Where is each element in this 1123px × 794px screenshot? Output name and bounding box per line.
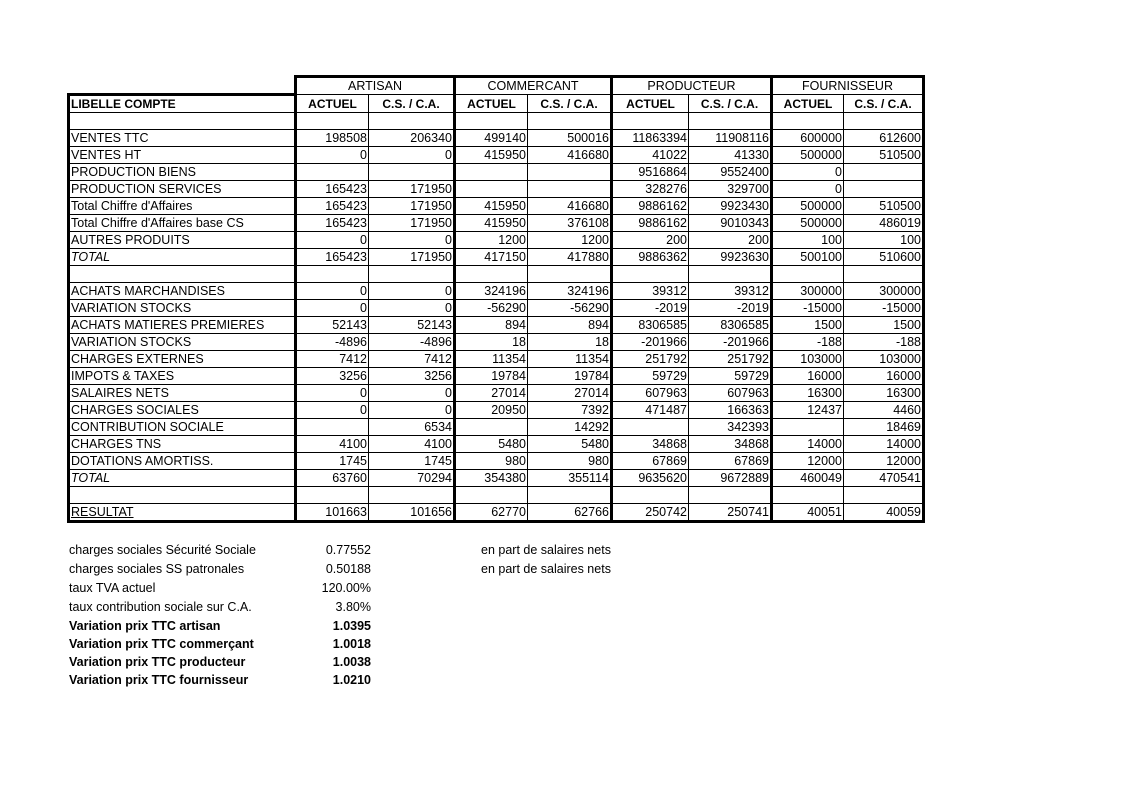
value-cell: 4100 — [369, 436, 455, 453]
value-cell: 171950 — [369, 198, 455, 215]
table-row — [69, 215, 924, 232]
value-cell: 0 — [296, 283, 369, 300]
value-cell: 250742 — [612, 504, 689, 522]
value-cell: 12000 — [844, 453, 924, 470]
value-cell: 103000 — [772, 351, 844, 368]
table-row — [69, 300, 924, 317]
spacer-cell — [371, 653, 479, 671]
value-cell: 9886162 — [612, 198, 689, 215]
value-cell: 1500 — [772, 317, 844, 334]
value-cell: 1500 — [844, 317, 924, 334]
value-cell: 3256 — [369, 368, 455, 385]
table-row — [69, 334, 924, 351]
value-cell: 11908116 — [689, 130, 772, 147]
spacer-cell — [371, 635, 479, 653]
blank-cell — [69, 77, 296, 95]
column-header: ACTUEL — [612, 95, 689, 113]
note-comment — [479, 617, 611, 635]
group-header: PRODUCTEUR — [612, 77, 772, 95]
value-cell: 198508 — [296, 130, 369, 147]
row-label — [69, 113, 296, 130]
note-row — [67, 560, 611, 579]
table-row — [69, 487, 924, 504]
value-cell: 0 — [369, 283, 455, 300]
value-cell: 499140 — [455, 130, 528, 147]
note-value: 1.0210 — [332, 673, 371, 687]
note-label: Variation prix TTC commerçant — [69, 637, 254, 651]
value-cell: 9672889 — [689, 470, 772, 487]
value-cell: 14000 — [844, 436, 924, 453]
value-cell: 206340 — [369, 130, 455, 147]
note-row — [67, 598, 611, 617]
column-header: C.S. / C.A. — [369, 95, 455, 113]
value-cell: 100 — [844, 232, 924, 249]
value-cell: 165423 — [296, 198, 369, 215]
value-cell: 376108 — [528, 215, 612, 232]
row-label: VENTES TTC — [69, 130, 296, 147]
value-cell: 67869 — [689, 453, 772, 470]
value-cell — [772, 266, 844, 283]
table-row — [69, 470, 924, 487]
value-cell: 3256 — [296, 368, 369, 385]
table-row — [69, 130, 924, 147]
note-row — [67, 541, 611, 560]
value-cell: 500000 — [772, 215, 844, 232]
table-row — [69, 232, 924, 249]
value-cell: 39312 — [689, 283, 772, 300]
value-cell: -56290 — [455, 300, 528, 317]
value-cell: 171950 — [369, 181, 455, 198]
value-cell: 0 — [369, 385, 455, 402]
row-label: CHARGES EXTERNES — [69, 351, 296, 368]
value-cell: 612600 — [844, 130, 924, 147]
value-cell: 9886362 — [612, 249, 689, 266]
table-row — [69, 283, 924, 300]
note-label: charges sociales SS patronales — [69, 562, 245, 576]
value-cell: 0 — [369, 232, 455, 249]
group-header: COMMERCANT — [455, 77, 612, 95]
value-cell: 607963 — [689, 385, 772, 402]
spacer-cell — [371, 560, 479, 579]
note-value: 0.50188 — [325, 562, 371, 576]
value-cell: 20950 — [455, 402, 528, 419]
table-row — [69, 266, 924, 283]
value-cell: -2019 — [689, 300, 772, 317]
value-cell: 324196 — [455, 283, 528, 300]
table-row — [69, 181, 924, 198]
value-cell — [369, 164, 455, 181]
value-cell: 329700 — [689, 181, 772, 198]
value-cell: 59729 — [612, 368, 689, 385]
result-row — [69, 504, 924, 522]
column-header: C.S. / C.A. — [528, 95, 612, 113]
value-cell: 251792 — [689, 351, 772, 368]
value-cell: 100 — [772, 232, 844, 249]
value-cell: 165423 — [296, 181, 369, 198]
value-cell: 19784 — [528, 368, 612, 385]
value-cell: 250741 — [689, 504, 772, 522]
value-cell — [296, 487, 369, 504]
value-cell: -15000 — [772, 300, 844, 317]
value-cell: 460049 — [772, 470, 844, 487]
value-cell: 9552400 — [689, 164, 772, 181]
row-label: TOTAL — [69, 470, 296, 487]
value-cell: 417150 — [455, 249, 528, 266]
value-cell: 11354 — [528, 351, 612, 368]
note-label: Variation prix TTC fournisseur — [69, 673, 249, 687]
table-row — [69, 249, 924, 266]
value-cell — [369, 113, 455, 130]
value-cell: 415950 — [455, 198, 528, 215]
value-cell: 62766 — [528, 504, 612, 522]
note-value: 3.80% — [335, 600, 371, 614]
value-cell: 165423 — [296, 249, 369, 266]
value-cell — [612, 487, 689, 504]
value-cell: -4896 — [296, 334, 369, 351]
value-cell — [296, 419, 369, 436]
value-cell: 14292 — [528, 419, 612, 436]
row-label: PRODUCTION SERVICES — [69, 181, 296, 198]
value-cell: 39312 — [612, 283, 689, 300]
value-cell: 11354 — [455, 351, 528, 368]
value-cell — [369, 487, 455, 504]
value-cell: 59729 — [689, 368, 772, 385]
value-cell: -188 — [772, 334, 844, 351]
value-cell: 11863394 — [612, 130, 689, 147]
value-cell: 607963 — [612, 385, 689, 402]
value-cell: 251792 — [612, 351, 689, 368]
value-cell — [528, 113, 612, 130]
note-row — [67, 617, 611, 635]
value-cell — [296, 266, 369, 283]
value-cell: 342393 — [689, 419, 772, 436]
value-cell: 101663 — [296, 504, 369, 522]
value-cell: 500000 — [772, 147, 844, 164]
value-cell: 0 — [296, 147, 369, 164]
table-row — [69, 385, 924, 402]
value-cell: 34868 — [612, 436, 689, 453]
group-header: ARTISAN — [296, 77, 455, 95]
value-cell: 27014 — [455, 385, 528, 402]
value-cell — [844, 113, 924, 130]
value-cell: 300000 — [844, 283, 924, 300]
table-row — [69, 164, 924, 181]
group-header-row — [69, 77, 924, 95]
value-cell: 1745 — [369, 453, 455, 470]
row-label: CONTRIBUTION SOCIALE — [69, 419, 296, 436]
table-row — [69, 402, 924, 419]
row-label: VARIATION STOCKS — [69, 300, 296, 317]
value-cell: 18469 — [844, 419, 924, 436]
table-row — [69, 147, 924, 164]
spacer-cell — [371, 541, 479, 560]
value-cell — [612, 419, 689, 436]
row-label: CHARGES SOCIALES — [69, 402, 296, 419]
value-cell: 470541 — [844, 470, 924, 487]
value-cell: 6534 — [369, 419, 455, 436]
value-cell: 486019 — [844, 215, 924, 232]
value-cell: 12437 — [772, 402, 844, 419]
row-label: SALAIRES NETS — [69, 385, 296, 402]
value-cell: 9923430 — [689, 198, 772, 215]
value-cell: 4100 — [296, 436, 369, 453]
value-cell: 200 — [689, 232, 772, 249]
row-label: VENTES HT — [69, 147, 296, 164]
value-cell: 8306585 — [612, 317, 689, 334]
column-header: ACTUEL — [772, 95, 844, 113]
value-cell — [528, 181, 612, 198]
value-cell — [844, 164, 924, 181]
value-cell — [528, 266, 612, 283]
spacer-cell — [371, 598, 479, 617]
value-cell: 8306585 — [689, 317, 772, 334]
value-cell: 41022 — [612, 147, 689, 164]
value-cell: 9010343 — [689, 215, 772, 232]
value-cell: 328276 — [612, 181, 689, 198]
value-cell: 9635620 — [612, 470, 689, 487]
value-cell: 354380 — [455, 470, 528, 487]
note-label: Variation prix TTC producteur — [69, 655, 246, 669]
value-cell: -56290 — [528, 300, 612, 317]
row-label: DOTATIONS AMORTISS. — [69, 453, 296, 470]
value-cell: 62770 — [455, 504, 528, 522]
value-cell: 101656 — [369, 504, 455, 522]
value-cell: 416680 — [528, 198, 612, 215]
value-cell: -15000 — [844, 300, 924, 317]
value-cell: 7392 — [528, 402, 612, 419]
value-cell: 67869 — [612, 453, 689, 470]
value-cell — [772, 487, 844, 504]
row-label: AUTRES PRODUITS — [69, 232, 296, 249]
row-label: CHARGES TNS — [69, 436, 296, 453]
row-label: TOTAL — [69, 249, 296, 266]
value-cell: 0 — [369, 300, 455, 317]
table-row — [69, 368, 924, 385]
value-cell: 9516864 — [612, 164, 689, 181]
value-cell: 171950 — [369, 249, 455, 266]
table-row — [69, 317, 924, 334]
value-cell — [844, 487, 924, 504]
value-cell: 200 — [612, 232, 689, 249]
value-cell: 16000 — [844, 368, 924, 385]
libelle-header: LIBELLE COMPTE — [69, 95, 296, 113]
table-row — [69, 419, 924, 436]
value-cell: 165423 — [296, 215, 369, 232]
note-comment — [479, 635, 611, 653]
note-comment: en part de salaires nets — [481, 562, 611, 576]
table-row — [69, 113, 924, 130]
value-cell: 5480 — [455, 436, 528, 453]
value-cell: 510500 — [844, 198, 924, 215]
accounts-table — [67, 75, 925, 523]
value-cell: 16300 — [844, 385, 924, 402]
value-cell: 16000 — [772, 368, 844, 385]
value-cell — [528, 487, 612, 504]
group-header: FOURNISSEUR — [772, 77, 924, 95]
value-cell: 5480 — [528, 436, 612, 453]
row-label — [69, 487, 296, 504]
value-cell: 0 — [296, 385, 369, 402]
value-cell: 0 — [296, 232, 369, 249]
value-cell: 14000 — [772, 436, 844, 453]
row-label: PRODUCTION BIENS — [69, 164, 296, 181]
value-cell: -201966 — [612, 334, 689, 351]
value-cell: 52143 — [369, 317, 455, 334]
value-cell: 1200 — [528, 232, 612, 249]
value-cell: 417880 — [528, 249, 612, 266]
value-cell: 600000 — [772, 130, 844, 147]
row-label: ACHATS MATIERES PREMIERES — [69, 317, 296, 334]
value-cell: -201966 — [689, 334, 772, 351]
value-cell: 980 — [528, 453, 612, 470]
value-cell — [296, 164, 369, 181]
note-label: Variation prix TTC artisan — [69, 619, 221, 633]
row-label: ACHATS MARCHANDISES — [69, 283, 296, 300]
note-row — [67, 635, 611, 653]
spacer-cell — [371, 579, 479, 598]
value-cell: 0 — [369, 147, 455, 164]
value-cell: 0 — [772, 181, 844, 198]
value-cell — [455, 181, 528, 198]
note-comment — [479, 671, 611, 689]
row-label: IMPOTS & TAXES — [69, 368, 296, 385]
value-cell: -188 — [844, 334, 924, 351]
table-row — [69, 351, 924, 368]
note-comment — [479, 653, 611, 671]
value-cell: 0 — [772, 164, 844, 181]
column-header: ACTUEL — [296, 95, 369, 113]
note-row — [67, 653, 611, 671]
note-row — [67, 671, 611, 689]
note-label: charges sociales Sécurité Sociale — [69, 543, 256, 557]
note-value: 1.0395 — [332, 619, 371, 633]
value-cell: 416680 — [528, 147, 612, 164]
value-cell — [369, 266, 455, 283]
value-cell: 980 — [455, 453, 528, 470]
table-row — [69, 453, 924, 470]
row-label: Total Chiffre d'Affaires base CS — [69, 215, 296, 232]
value-cell: 7412 — [369, 351, 455, 368]
value-cell: 1200 — [455, 232, 528, 249]
value-cell — [455, 487, 528, 504]
value-cell — [689, 113, 772, 130]
value-cell: 4460 — [844, 402, 924, 419]
value-cell: 0 — [369, 402, 455, 419]
column-header: C.S. / C.A. — [844, 95, 924, 113]
value-cell: 52143 — [296, 317, 369, 334]
value-cell — [455, 266, 528, 283]
value-cell — [689, 487, 772, 504]
spacer-cell — [371, 671, 479, 689]
value-cell: 7412 — [296, 351, 369, 368]
value-cell: 0 — [296, 300, 369, 317]
value-cell: 63760 — [296, 470, 369, 487]
value-cell: 40059 — [844, 504, 924, 522]
value-cell: 41330 — [689, 147, 772, 164]
column-header-row — [69, 95, 924, 113]
value-cell: 894 — [455, 317, 528, 334]
note-comment — [479, 598, 611, 617]
row-label: Total Chiffre d'Affaires — [69, 198, 296, 215]
parameters-notes — [67, 541, 611, 689]
value-cell: 12000 — [772, 453, 844, 470]
value-cell — [844, 266, 924, 283]
value-cell: 324196 — [528, 283, 612, 300]
value-cell: 70294 — [369, 470, 455, 487]
value-cell: -2019 — [612, 300, 689, 317]
note-value: 1.0018 — [332, 637, 371, 651]
note-label: taux TVA actuel — [69, 581, 156, 595]
value-cell — [528, 164, 612, 181]
value-cell — [772, 419, 844, 436]
value-cell: 40051 — [772, 504, 844, 522]
value-cell: 18 — [528, 334, 612, 351]
note-value: 1.0038 — [332, 655, 371, 669]
value-cell: 510600 — [844, 249, 924, 266]
value-cell — [689, 266, 772, 283]
value-cell: 103000 — [844, 351, 924, 368]
value-cell — [455, 419, 528, 436]
value-cell — [612, 266, 689, 283]
value-cell: 34868 — [689, 436, 772, 453]
value-cell: 500000 — [772, 198, 844, 215]
value-cell — [296, 113, 369, 130]
value-cell — [612, 113, 689, 130]
row-label — [69, 266, 296, 283]
value-cell: 0 — [296, 402, 369, 419]
note-row — [67, 579, 611, 598]
row-label: VARIATION STOCKS — [69, 334, 296, 351]
value-cell: 300000 — [772, 283, 844, 300]
value-cell: 500016 — [528, 130, 612, 147]
value-cell: 510500 — [844, 147, 924, 164]
value-cell — [455, 113, 528, 130]
note-comment — [479, 579, 611, 598]
table-row — [69, 198, 924, 215]
table-row — [69, 436, 924, 453]
value-cell: 500100 — [772, 249, 844, 266]
value-cell: 27014 — [528, 385, 612, 402]
value-cell: 415950 — [455, 215, 528, 232]
note-value: 120.00% — [321, 581, 371, 595]
note-comment: en part de salaires nets — [481, 543, 611, 557]
value-cell: 9923630 — [689, 249, 772, 266]
value-cell: 471487 — [612, 402, 689, 419]
value-cell: 18 — [455, 334, 528, 351]
value-cell: 9886162 — [612, 215, 689, 232]
value-cell: 19784 — [455, 368, 528, 385]
spacer-cell — [371, 617, 479, 635]
value-cell — [844, 181, 924, 198]
value-cell: 16300 — [772, 385, 844, 402]
note-value: 0.77552 — [325, 543, 371, 557]
value-cell: 415950 — [455, 147, 528, 164]
value-cell: -4896 — [369, 334, 455, 351]
value-cell: 171950 — [369, 215, 455, 232]
value-cell: 894 — [528, 317, 612, 334]
value-cell: 355114 — [528, 470, 612, 487]
value-cell: 1745 — [296, 453, 369, 470]
value-cell — [455, 164, 528, 181]
column-header: ACTUEL — [455, 95, 528, 113]
column-header: C.S. / C.A. — [689, 95, 772, 113]
row-label: RESULTAT — [69, 504, 296, 522]
value-cell — [772, 113, 844, 130]
value-cell: 166363 — [689, 402, 772, 419]
note-label: taux contribution sociale sur C.A. — [69, 600, 252, 614]
